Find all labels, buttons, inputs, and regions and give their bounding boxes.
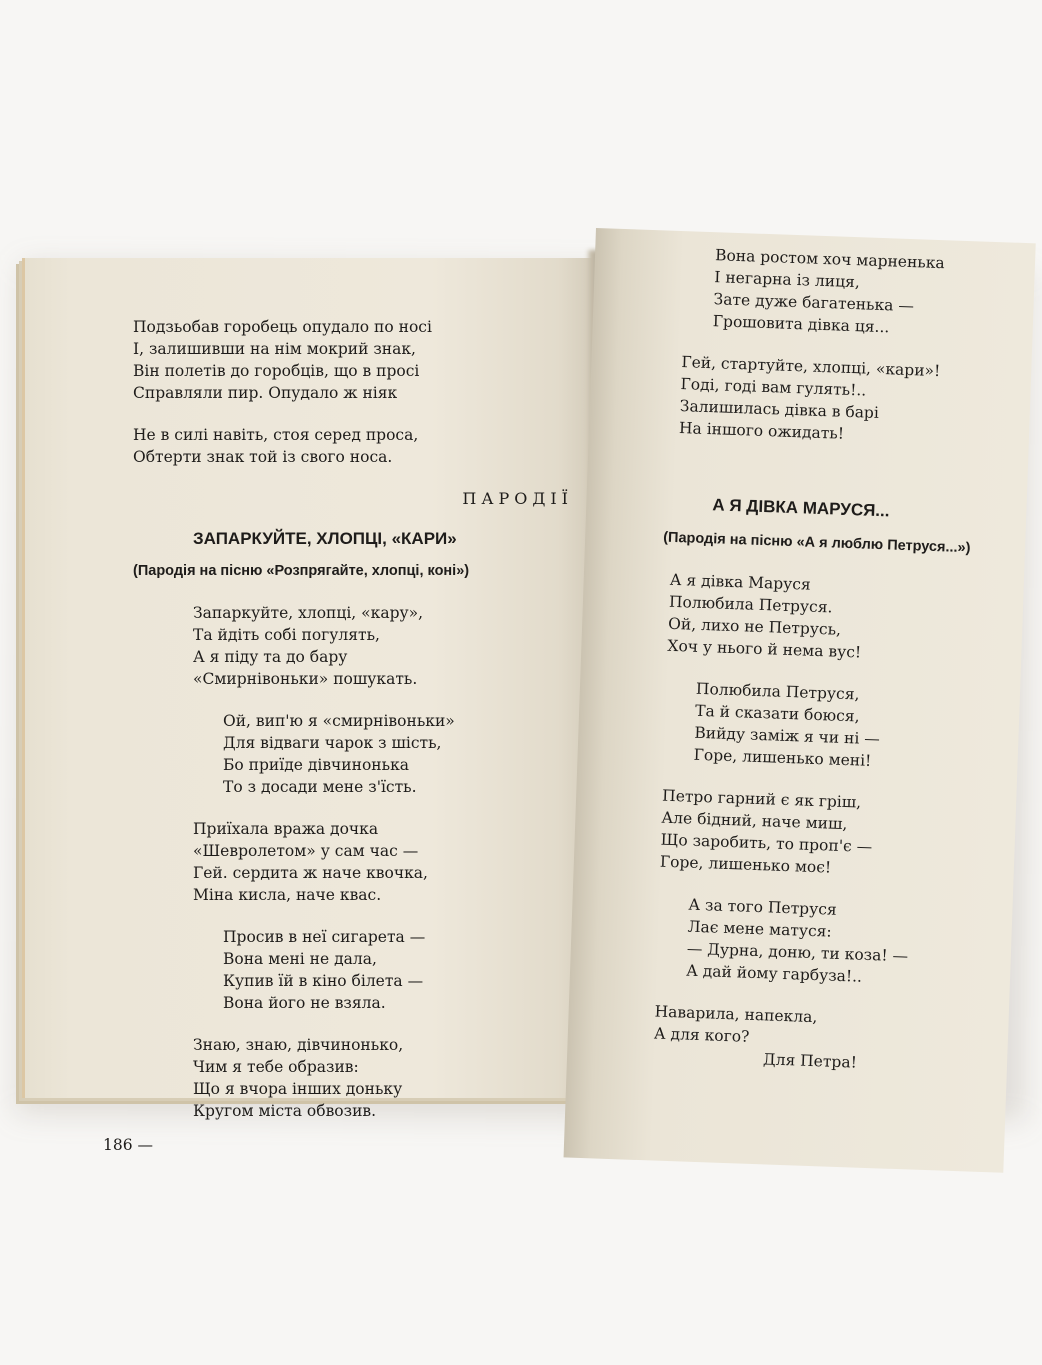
poem-line: Запаркуйте, хлопці, «кару», <box>193 604 424 622</box>
poem-line: «Шевролетом» у сам час — <box>193 842 419 860</box>
poem-line: То з досади мене з'їсть. <box>223 778 417 796</box>
poem-line: Кругом міста обвозив. <box>193 1102 377 1120</box>
poem-line: Лає мене матуся: <box>687 917 833 941</box>
section-title: ПАРОДІЇ <box>462 489 573 508</box>
poem-line: Вона ростом хоч марненька <box>714 246 946 273</box>
poem-line: А я дівка Маруся <box>669 570 812 594</box>
poem-line: Та йдіть собі погулять, <box>193 626 380 644</box>
poem-line: Грошовита дівка ця... <box>712 312 890 337</box>
right-song <box>653 493 1033 1079</box>
poem-line: Просив в неї сигарета — <box>223 928 426 946</box>
poem-line: Та й сказати боюся, <box>694 701 860 726</box>
right-page <box>564 228 1036 1173</box>
poem-line: Знаю, знаю, дівчинонько, <box>193 1036 404 1054</box>
left-page <box>22 258 605 1154</box>
poem-line: Вона його не взяла. <box>223 994 386 1012</box>
poem-line: Для відваги чарок з шість, <box>223 734 442 752</box>
page-number: 186 — <box>103 1136 154 1154</box>
poem-line: Ой, вип'ю я «смирнівоньки» <box>223 712 455 730</box>
poem-line: Петро гарний є як гріш, <box>661 786 862 812</box>
poem-line: «Смирнівоньки» пошукать. <box>193 670 418 688</box>
song-title: ЗАПАРКУЙТЕ, ХЛОПЦІ, «КАРИ» <box>193 529 457 548</box>
poem-line: Міна кисла, наче квас. <box>193 886 382 904</box>
poem-line: А я піду та до бару <box>193 648 348 666</box>
poem-line: Але бідний, наче миш, <box>661 808 848 834</box>
poem-line: Він полетів до горобців, що в просі <box>133 362 420 380</box>
poem-line: Наварила, напекла, <box>654 1002 818 1027</box>
poem-line: А за того Петруся <box>688 895 838 919</box>
poem-line: Чим я тебе образив: <box>193 1058 359 1076</box>
poem-line: Подзьобав горобець опудало по носі <box>133 318 432 336</box>
right-page-text <box>678 244 1036 451</box>
poem-line: Гей. сердита ж наче квочка, <box>193 864 428 882</box>
poem-line: І, залишивши на нім мокрий знак, <box>133 340 416 358</box>
poem-line: На іншого ожидать! <box>678 419 845 443</box>
poem-line: А для кого? <box>653 1024 750 1046</box>
poem-line: Не в силі навіть, стоя серед проса, <box>133 426 419 444</box>
poem-line: Вона мені не дала, <box>223 950 377 968</box>
poem-line: Полюбила Петруся. <box>668 592 833 617</box>
poem-line: Що заробить, то проп'є — <box>660 830 873 857</box>
poem-line: Хоч у нього й нема вус! <box>667 636 862 662</box>
poem-line: Зате дуже багатенька — <box>713 290 915 316</box>
closing-line: Для Петра! <box>762 1050 858 1072</box>
poem-line: Купив їй в кіно білета — <box>223 972 424 990</box>
poem-line: Залишилась дівка в барі <box>679 397 880 422</box>
poem-line: Гей, стартуйте, хлопці, «кари»! <box>681 353 941 381</box>
poem-line: Годі, годі вам гулять!.. <box>680 375 867 400</box>
poem-line: Обтерти знак той із свого носа. <box>133 448 393 466</box>
poem-line: Горе, лишенько мені! <box>693 745 872 770</box>
poem-line: І негарна із лиця, <box>714 268 861 292</box>
poem-line: Горе, лишенько моє! <box>659 852 832 877</box>
poem-line: — Дурна, доню, ти коза! — <box>686 939 909 966</box>
poem-line: Що я вчора інших доньку <box>193 1080 403 1098</box>
poem-line: А дай йому гарбуза!.. <box>685 961 863 986</box>
song-subtitle: (Пародія на пісню «Розпрягайте, хлопці, коні») <box>133 563 470 579</box>
song-title: А Я ДІВКА МАРУСЯ... <box>712 495 890 521</box>
poem-line: Полюбила Петруся, <box>695 679 860 704</box>
poem-line: Вийду заміж я чи ні — <box>694 723 881 749</box>
poem-line: Бо приїде дівчинонька <box>223 756 409 774</box>
poem-line: Ой, лихо не Петрусь, <box>667 614 842 639</box>
poem-line: Справляли пир. Опудало ж ніяк <box>133 384 398 402</box>
poem-line: Приїхала вража дочка <box>193 820 379 838</box>
song-subtitle: (Пародія на пісню «А я люблю Петруся...») <box>662 529 971 557</box>
left-page-text <box>103 316 593 1156</box>
